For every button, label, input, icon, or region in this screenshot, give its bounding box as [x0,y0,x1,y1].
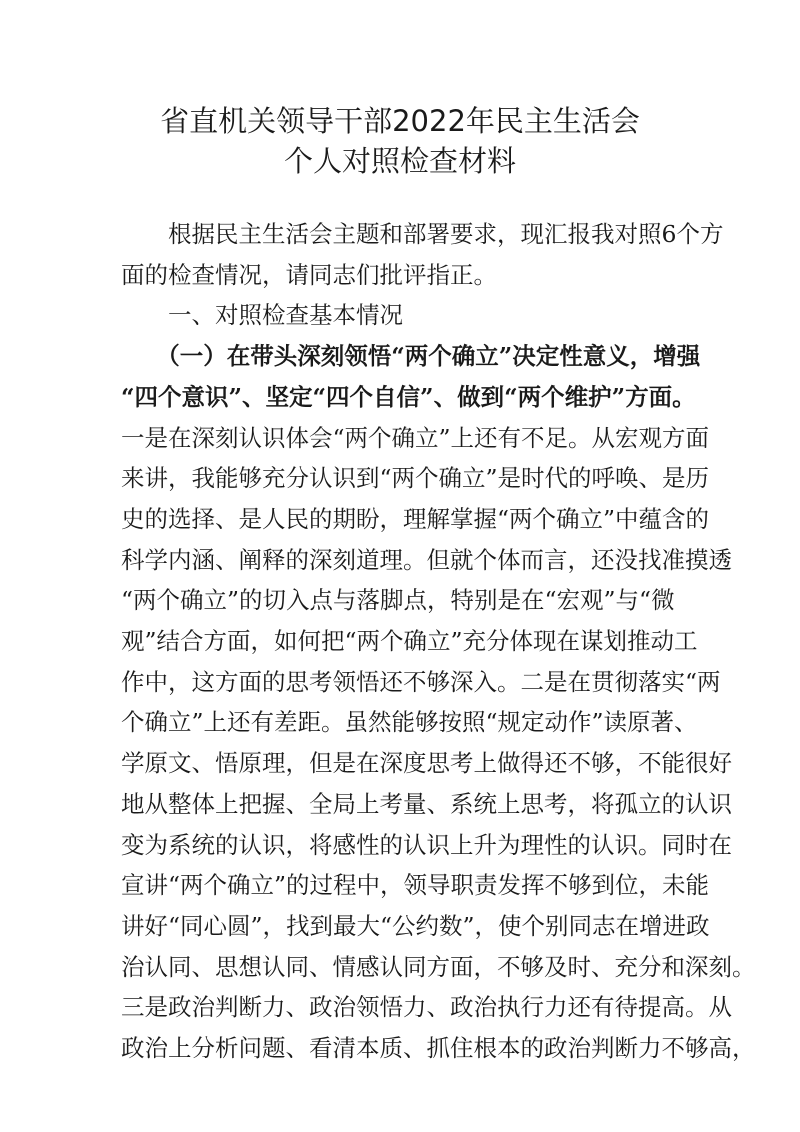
body-text-line: 科学内涵、阐释的深刻道理。但就个体而言，还没找准摸透 [121,545,732,574]
body-text-line: 根据民主生活会主题和部署要求，现汇报我对照6个方 [121,220,724,248]
body-text-line: （一）在带头深刻领悟“两个确立”决定性意义，增强 [121,342,701,371]
body-text-line: 史的选择、是人民的期盼，理解掌握“两个确立”中蕴含的 [121,504,710,533]
body-text-line: 学原文、悟原理，但是在深度思考上做得还不够，不能很好 [121,749,732,778]
body-text-line: 治认同、思想认同、情感认同方面，不够及时、充分和深刻。 [121,952,756,981]
body-text-line: 面的检查情况，请同志们批评指正。 [121,260,497,289]
body-text-line: 三是政治判断力、政治领悟力、政治执行力还有待提高。从 [121,993,732,1022]
body-text-line: 一、对照检查基本情况 [121,301,403,330]
body-text-line: 观”结合方面，如何把“两个确立”充分体现在谋划推动工 [121,627,698,655]
body-text-line: 作中，这方面的思考领悟还不够深入。二是在贯彻落实“两 [121,667,721,696]
body-text-line: 讲好“同心圆”，找到最大“公约数”，使个别同志在增进政 [121,911,710,940]
body-text-line: 个确立”上还有差距。虽然能够按照“规定动作”读原著、 [121,708,698,737]
body-text-line: 变为系统的认识，将感性的认识上升为理性的认识。同时在 [121,830,732,859]
document-title-line-1: 省直机关领导干部2022年民主生活会 [160,104,640,138]
body-text-line: 来讲，我能够充分认识到“两个确立”是时代的呼唤、是历 [121,464,710,493]
document-title-line-2: 个人对照检查材料 [283,144,516,178]
body-text-line: “四个意识”、坚定“四个自信”、做到“两个维护”方面。 [121,382,696,411]
body-text-line: “两个确立”的切入点与落脚点，特别是在“宏观”与“微 [121,586,675,615]
body-text-line: 地从整体上把握、全局上考量、系统上思考，将孤立的认识 [121,789,732,818]
body-text-line: 政治上分析问题、看清本质、抓住根本的政治判断力不够高， [121,1034,756,1062]
body-text-line: 宣讲“两个确立”的过程中，领导职责发挥不够到位，未能 [121,871,710,900]
body-text-line: 一是在深刻认识体会“两个确立”上还有不足。从宏观方面 [121,423,710,452]
